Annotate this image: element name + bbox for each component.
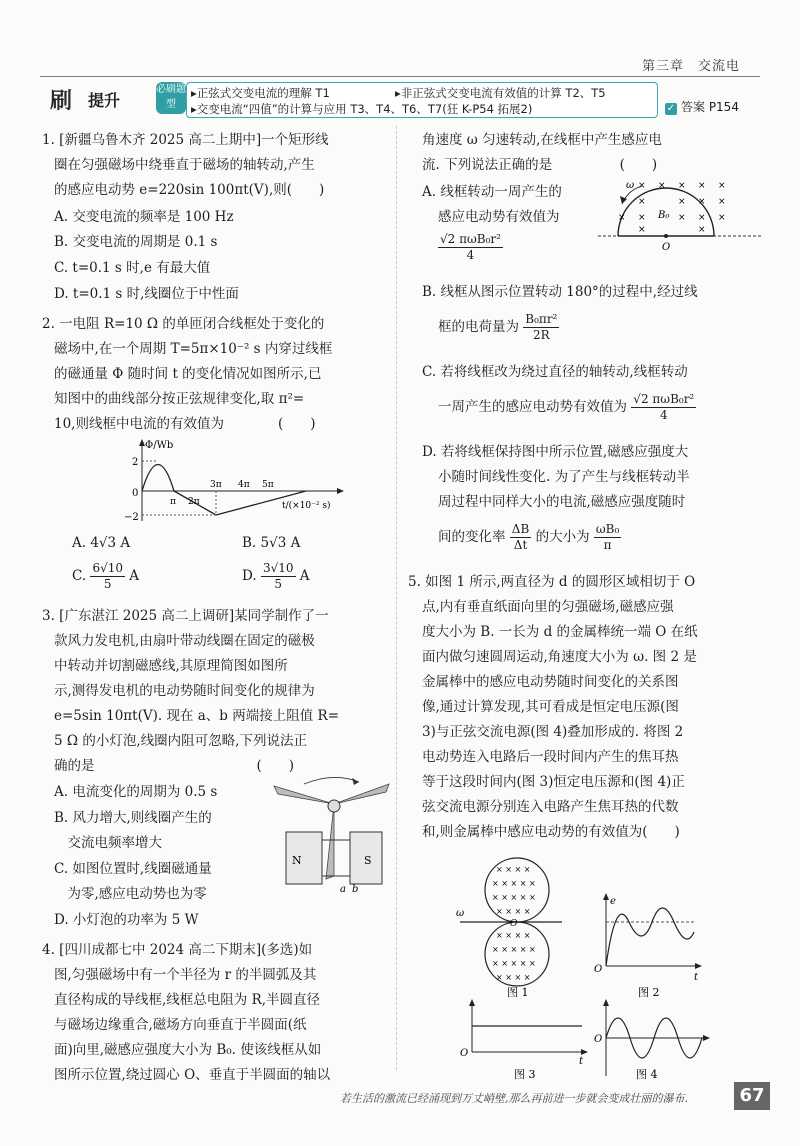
q2-line-3: 的磁通量 Φ 随时间 t 的变化情况如图所示,已 (54, 366, 322, 382)
q2-line-1: 2. 一电阻 R=10 Ω 的单匝闭合线框处于变化的 (42, 316, 325, 332)
q5-fig4-origin: O (594, 1034, 603, 1045)
q3-line-2: 款风力发电机,由扇叶带动线圈在固定的磁极 (54, 633, 315, 649)
q1-line-2: 圈在匀强磁场中绕垂直于磁场的轴转动,产生 (54, 157, 315, 173)
q2-ytick-2: 2 (132, 457, 139, 468)
q2-option-b: B. 5√3 A (242, 535, 301, 551)
q3-pole-s: S (364, 854, 372, 867)
q5-fig3-origin: O (460, 1048, 469, 1059)
q2-ylabel: Φ/Wb (145, 440, 174, 451)
q5-line-7: 3)与正弦交流电源(图 4)叠加形成的. 将图 2 (422, 724, 684, 740)
q5-fig1-caption: 图 1 (507, 986, 529, 998)
q5-line-1: 5. 如图 1 所示,两直径为 d 的圆形区域相切于 O (408, 574, 696, 590)
svg-text:× × × ×: × × × × (496, 973, 531, 982)
q3-line-7: 确的是 ( ) (54, 758, 295, 774)
svg-text:×: × (678, 197, 686, 207)
right-column (408, 128, 768, 1081)
q5-figure-4 (594, 998, 714, 1082)
q2-ytick-0: 0 (132, 488, 139, 499)
svg-text:× × × × ×: × × × × × (492, 893, 536, 902)
svg-text:×: × (618, 213, 626, 223)
svg-text:×: × (638, 181, 646, 191)
q5-fig2-axis-e: e (610, 896, 616, 907)
q5-figure-2 (594, 892, 704, 998)
svg-text:× × × ×: × × × × (496, 865, 531, 874)
svg-text:×: × (718, 197, 726, 207)
q4-option-a-2: 感应电动势有效值为 (438, 209, 560, 225)
q2-line-2: 磁场中,在一个周期 T=5π×10⁻² s 内穿过线框 (54, 341, 333, 357)
svg-text:×: × (678, 213, 686, 223)
svg-text:ω: ω (456, 908, 465, 919)
q5-line-3: 度大小为 B. 一长为 d 的金属棒统一端 O 在纸 (422, 624, 698, 640)
q5-line-2: 点,内有垂直纸面向里的匀强磁场,磁感应强 (422, 599, 674, 615)
check-icon: ✓ (666, 103, 676, 114)
q4-option-c-2: 一周产生的感应电动势有效值为 $\frac{\text{√2 πωB₀r²}}{4}$ (438, 392, 695, 422)
left-column (42, 128, 392, 1083)
q5-fig1-origin: O (510, 919, 518, 929)
q4-line-4: 与磁场边缘重合,磁场方向垂直于半圆面(纸 (54, 1017, 307, 1033)
svg-text:×: × (678, 181, 686, 191)
tag-2: ▸非正弦式交变电流有效值的计算 T2、T5 (395, 86, 606, 100)
q3-line-4: 示,测得发电机的电动势随时间变化的规律为 (54, 683, 315, 699)
q5-fig2-caption: 图 2 (638, 986, 660, 998)
q3-option-b-cont: 交流电频率增大 (54, 835, 162, 851)
q1-option-d: D. t=0.1 s 时,线圈位于中性面 (54, 286, 239, 302)
q4-option-d-2: 小随时间线性变化. 为了产生与线框转动半 (438, 469, 690, 485)
q5-fig3-caption: 图 3 (514, 1068, 536, 1081)
q5-fig4-caption: 图 4 (636, 1068, 658, 1081)
svg-text:×: × (698, 213, 706, 223)
q4-line-6: 图所示位置,绕过圆心 O、垂直于半圆面的轴以 (54, 1067, 331, 1083)
column-divider (396, 126, 397, 1070)
q2-option-d: D. $\frac{3√10}{5}$ A (242, 561, 310, 591)
q2-xtick-4: 4π (238, 480, 250, 490)
q4-option-a-frac: $\frac{\text{√2 πωB₀r²}}{4}$ (440, 232, 501, 262)
q5-figure-1 (452, 850, 562, 998)
q2-line-4: 知图中的曲线部分按正弦规律变化,取 π²= (54, 391, 305, 407)
q3-terminal-a: a (340, 884, 346, 894)
q2-sine-arc (142, 465, 174, 492)
svg-text:×: × (718, 181, 726, 191)
q5-fig2-origin: O (594, 964, 603, 975)
q3-generator-figure (264, 774, 394, 894)
q4-field-label: B₀ (658, 210, 670, 221)
q2-xlabel: t/(×10⁻² s) (282, 501, 331, 511)
q2-xtick-1: π (170, 497, 176, 507)
q5-fig3-axis-t: t (579, 1056, 584, 1067)
q4-option-d: D. 若将线框保持图中所示位置,磁感应强度大 (422, 444, 689, 460)
q2-line-5: 10,则线框中电流的有效值为 ( ) (54, 416, 316, 432)
q5-line-9: 等于这段时间内(图 3)恒定电压源和(图 4)正 (422, 774, 685, 790)
q4-option-b: B. 线框从图示位置转动 180°的过程中,经过线 (422, 284, 698, 300)
q5-line-8: 电动势连入电路后一段时间内产生的焦耳热 (422, 749, 679, 765)
q5-fig2-axis-t: t (694, 972, 699, 983)
q5-line-10: 弦交流电源分别连入电路产生焦耳热的代数 (422, 799, 679, 815)
q5-figure-3 (452, 998, 592, 1082)
q1-line-1: 1. [新疆乌鲁木齐 2025 高二上期中]一个矩形线 (42, 132, 329, 148)
q4-line-3: 直径构成的导线框,线框总电阻为 R,半圆直径 (54, 992, 321, 1008)
q4-option-c: C. 若将线框改为绕过直径的轴转动,线框转动 (422, 364, 688, 380)
q2-xtick-5: 5π (262, 480, 274, 490)
q4-option-d-4: 间的变化率 $\frac{\Delta B}{\Delta t}$ 的大小为 $\frac{\text{ωB₀}}{\pi}$ (438, 522, 620, 552)
tag-1: ▸正弦式交变电流的理解 T1 (191, 86, 330, 100)
svg-text:×: × (698, 197, 706, 207)
svg-text:× × × × ×: × × × × × (492, 879, 536, 888)
q2-xtick-2: 2π (188, 497, 200, 507)
q4-omega: ω (626, 180, 635, 191)
q1-line-3: 的感应电动势 e=220sin 100πt(V),则( ) (54, 182, 325, 198)
q5-line-11: 和,则金属棒中感应电动势的有效值为( ) (422, 824, 680, 840)
page-number: 67 (734, 1082, 770, 1110)
tag-3: ▸交变电流“四值”的计算与应用 T3、T4、T6、T7(狂 K-P54 拓展2) (191, 102, 533, 116)
svg-text:× × × × ×: × × × × × (492, 945, 536, 954)
q3-line-6: 5 Ω 的小灯泡,线圈内阻可忽略,下列说法正 (54, 733, 307, 749)
q4-option-b-2: 框的电荷量为 $\frac{\text{B₀πr²}}{2R}$ (438, 312, 558, 342)
answer-ref (665, 98, 739, 115)
footer-motto: 若生活的激流已经涌现到万丈峭壁,那么再前进一步就会变成壮丽的瀑布. (340, 1092, 688, 1105)
q5-line-4: 面内做匀速圆周运动,角速度大小为 ω. 图 2 是 (422, 649, 697, 665)
q3-option-c: C. 如图位置时,线圈磁通量 (54, 861, 212, 877)
brand-mark: 刷 (50, 89, 73, 114)
q4-line-2: 图,匀强磁场中有一个半径为 r 的半圆弧及其 (54, 967, 317, 983)
svg-text:×: × (658, 181, 666, 191)
q3-option-c-cont: 为零,感应电动势也为零 (54, 886, 207, 902)
q2-option-a: A. 4√3 A (72, 535, 131, 551)
q3-option-a: A. 电流变化的周期为 0.5 s (54, 784, 218, 800)
q2-ytick-neg2: −2 (124, 512, 139, 523)
q2-option-c: C. $\frac{6√10}{5}$ A (72, 561, 140, 591)
q4-cont-1: 角速度 ω 匀速转动,在线框中产生感应电 (422, 132, 662, 148)
q1-option-c: C. t=0.1 s 时,e 有最大值 (54, 260, 211, 276)
svg-text:× × × × ×: × × × × × (492, 959, 536, 968)
q1-option-a: A. 交变电流的频率是 100 Hz (54, 209, 234, 225)
q3-pole-n: N (292, 854, 302, 867)
question-type-badge: 必刷题型 (156, 82, 186, 114)
question-type-box (186, 82, 658, 118)
q4-origin: O (662, 242, 671, 253)
q1-option-b: B. 交变电流的周期是 0.1 s (54, 234, 218, 250)
svg-text:× × × ×: × × × × (496, 931, 531, 940)
q2-flux-graph (112, 436, 352, 526)
q5-line-5: 金属棒中的感应电动势随时间变化的关系图 (422, 674, 679, 690)
q4-cont-2: 流. 下列说法正确的是 ( ) (422, 157, 658, 173)
svg-text:× × × ×: × × × × (496, 907, 531, 916)
brand-subtitle: 提升 (88, 91, 121, 110)
q5-line-6: 像,通过计算发现,其可看成是恒定电压源(图 (422, 699, 679, 715)
q4-semicircle-figure (598, 174, 768, 254)
q3-option-d: D. 小灯泡的功率为 5 W (54, 912, 199, 928)
q4-option-a: A. 线框转动一周产生的 (422, 184, 562, 200)
header-divider (40, 76, 760, 77)
q4-option-d-3: 周过程中同样大小的电流,磁感应强度随时 (438, 494, 686, 510)
q3-line-5: e=5sin 10πt(V). 现在 a、b 两端接上阻值 R= (54, 708, 340, 724)
svg-text:×: × (638, 213, 646, 223)
q3-terminal-b: b (352, 884, 359, 894)
chapter-title: 第三章 交流电 (641, 59, 740, 74)
q2-xtick-3: 3π (210, 480, 222, 490)
svg-text:×: × (638, 197, 646, 207)
q4-line-1: 4. [四川成都七中 2024 高二下期末](多选)如 (42, 942, 313, 958)
svg-text:×: × (698, 181, 706, 191)
q4-line-5: 面)向里,磁感应强度大小为 B₀. 使该线框从如 (54, 1042, 322, 1058)
q3-line-1: 3. [广东湛江 2025 高二上调研]某同学制作了一 (42, 608, 329, 624)
answer-page: 答案 P154 (681, 100, 739, 114)
q3-option-b: B. 风力增大,则线圈产生的 (54, 810, 212, 826)
svg-text:×: × (698, 225, 706, 235)
svg-text:×: × (718, 213, 726, 223)
svg-text:×: × (638, 225, 646, 235)
q3-line-3: 中转动并切割磁感线,其原理简图如图所 (54, 658, 288, 674)
